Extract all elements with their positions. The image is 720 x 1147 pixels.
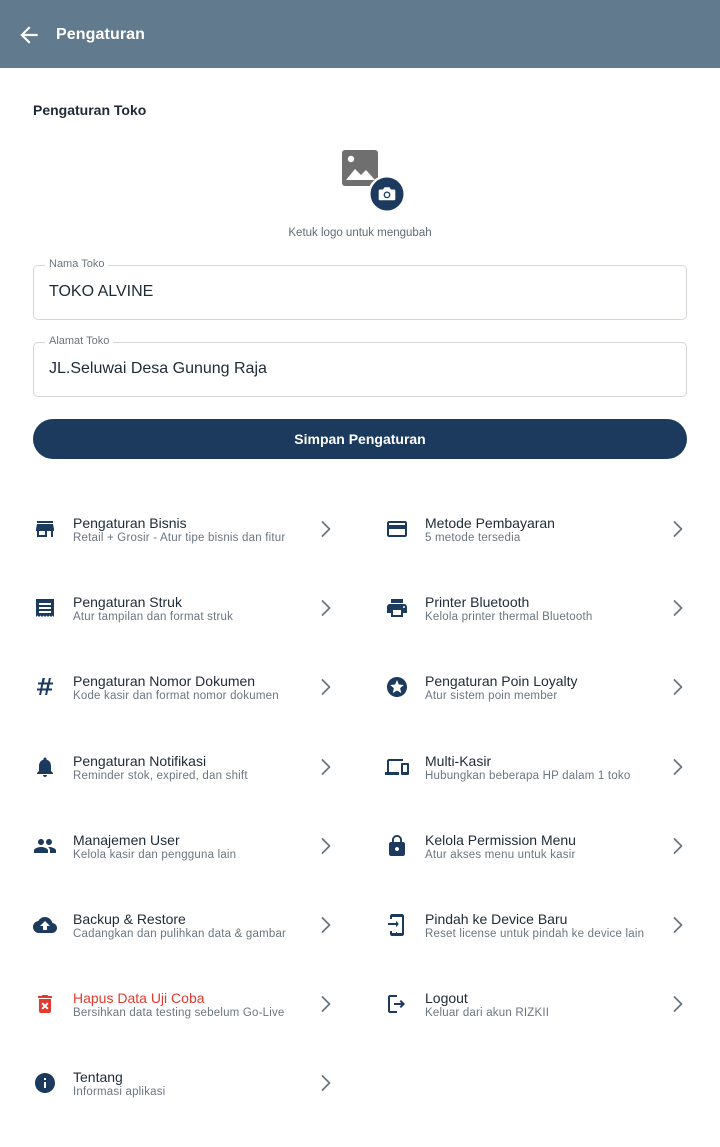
store-icon <box>33 517 57 541</box>
menu-item-title: Hapus Data Uji Coba <box>73 990 205 1006</box>
menu-item-cloud-upload[interactable] <box>33 907 353 967</box>
chevron-right-icon <box>319 757 333 777</box>
chevron-right-icon <box>671 994 685 1014</box>
menu-item-subtitle: Kode kasir dan format nomor dokumen <box>73 690 279 702</box>
logo-hint-text: Ketuk logo untuk mengubah <box>288 227 432 239</box>
store-name-input[interactable]: TOKO ALVINE <box>49 283 154 300</box>
chevron-right-icon <box>671 836 685 856</box>
chevron-right-icon <box>319 519 333 539</box>
devices-icon <box>385 755 409 779</box>
cloud-upload-icon <box>33 913 57 937</box>
chevron-right-icon <box>319 677 333 697</box>
star-badge-icon <box>385 675 409 699</box>
arrow-left-icon[interactable] <box>16 22 42 48</box>
chevron-right-icon <box>671 598 685 618</box>
menu-item-star-badge[interactable] <box>385 669 705 729</box>
section-title: Pengaturan Toko <box>33 102 147 118</box>
menu-item-title: Tentang <box>73 1069 123 1085</box>
page-title: Pengaturan <box>56 26 146 43</box>
menu-item-subtitle: Reminder stok, expired, dan shift <box>73 770 248 782</box>
chevron-right-icon <box>319 915 333 935</box>
receipt-icon <box>33 596 57 620</box>
logout-icon <box>385 992 409 1016</box>
menu-item-title: Pengaturan Notifikasi <box>73 753 207 769</box>
menu-item-title: Logout <box>425 990 468 1006</box>
menu-item-hash[interactable] <box>33 669 353 729</box>
chevron-right-icon <box>319 836 333 856</box>
store-address-label: Alamat Toko <box>45 335 113 347</box>
phone-transfer-icon <box>385 913 409 937</box>
menu-item-devices[interactable] <box>385 749 705 809</box>
delete-icon <box>33 992 57 1016</box>
credit-card-icon <box>385 517 409 541</box>
save-settings-button[interactable]: Simpan Pengaturan <box>33 419 687 459</box>
menu-item-printer[interactable] <box>385 590 705 650</box>
menu-item-delete[interactable] <box>33 986 353 1046</box>
store-address-field[interactable] <box>33 335 687 397</box>
menu-item-info[interactable] <box>33 1065 353 1125</box>
menu-item-subtitle: Informasi aplikasi <box>73 1086 166 1098</box>
menu-item-subtitle: 5 metode tersedia <box>425 532 521 544</box>
menu-item-title: Pindah ke Device Baru <box>425 911 568 927</box>
store-name-field[interactable] <box>33 258 687 320</box>
chevron-right-icon <box>319 598 333 618</box>
menu-item-title: Pengaturan Poin Loyalty <box>425 673 578 689</box>
store-name-label: Nama Toko <box>45 258 108 270</box>
store-address-input[interactable]: JL.Seluwai Desa Gunung Raja <box>49 360 267 377</box>
menu-item-store[interactable] <box>33 511 353 571</box>
bell-icon <box>33 755 57 779</box>
chevron-right-icon <box>671 519 685 539</box>
chevron-right-icon <box>671 915 685 935</box>
camera-icon <box>367 174 407 214</box>
menu-item-subtitle: Kelola kasir dan pengguna lain <box>73 849 237 861</box>
menu-item-title: Backup & Restore <box>73 911 186 927</box>
menu-item-subtitle: Retail + Grosir - Atur tipe bisnis dan fitur <box>73 532 286 544</box>
printer-icon <box>385 596 409 620</box>
menu-item-title: Multi-Kasir <box>425 753 492 769</box>
menu-item-phone-transfer[interactable] <box>385 907 705 967</box>
menu-item-receipt[interactable] <box>33 590 353 650</box>
menu-item-lock[interactable] <box>385 828 705 888</box>
lock-icon <box>385 834 409 858</box>
menu-item-subtitle: Kelola printer thermal Bluetooth <box>425 611 593 623</box>
menu-item-users[interactable] <box>33 828 353 888</box>
menu-item-subtitle: Atur akses menu untuk kasir <box>425 849 576 861</box>
menu-item-subtitle: Cadangkan dan pulihkan data & gambar <box>73 928 287 940</box>
menu-item-subtitle: Keluar dari akun RIZKII <box>425 1007 550 1019</box>
menu-item-logout[interactable] <box>385 986 705 1046</box>
info-icon <box>33 1071 57 1095</box>
chevron-right-icon <box>671 757 685 777</box>
store-logo-picker[interactable] <box>338 146 410 218</box>
menu-item-subtitle: Hubungkan beberapa HP dalam 1 toko <box>425 770 631 782</box>
menu-item-subtitle: Bersihkan data testing sebelum Go-Live <box>73 1007 285 1019</box>
menu-item-subtitle: Atur tampilan dan format struk <box>73 611 234 623</box>
chevron-right-icon <box>671 677 685 697</box>
menu-item-subtitle: Reset license untuk pindah ke device lain <box>425 928 645 940</box>
menu-item-title: Manajemen User <box>73 832 180 848</box>
menu-item-title: Pengaturan Nomor Dokumen <box>73 673 256 689</box>
menu-item-subtitle: Atur sistem poin member <box>425 690 558 702</box>
chevron-right-icon <box>319 994 333 1014</box>
menu-item-title: Printer Bluetooth <box>425 594 530 610</box>
menu-item-credit-card[interactable] <box>385 511 705 571</box>
menu-item-title: Kelola Permission Menu <box>425 832 576 848</box>
menu-item-title: Pengaturan Struk <box>73 594 182 610</box>
app-bar <box>0 0 720 68</box>
menu-item-bell[interactable] <box>33 749 353 809</box>
users-icon <box>33 834 57 858</box>
menu-item-title: Pengaturan Bisnis <box>73 515 187 531</box>
menu-item-title: Metode Pembayaran <box>425 515 555 531</box>
hash-icon <box>33 675 57 699</box>
chevron-right-icon <box>319 1073 333 1093</box>
